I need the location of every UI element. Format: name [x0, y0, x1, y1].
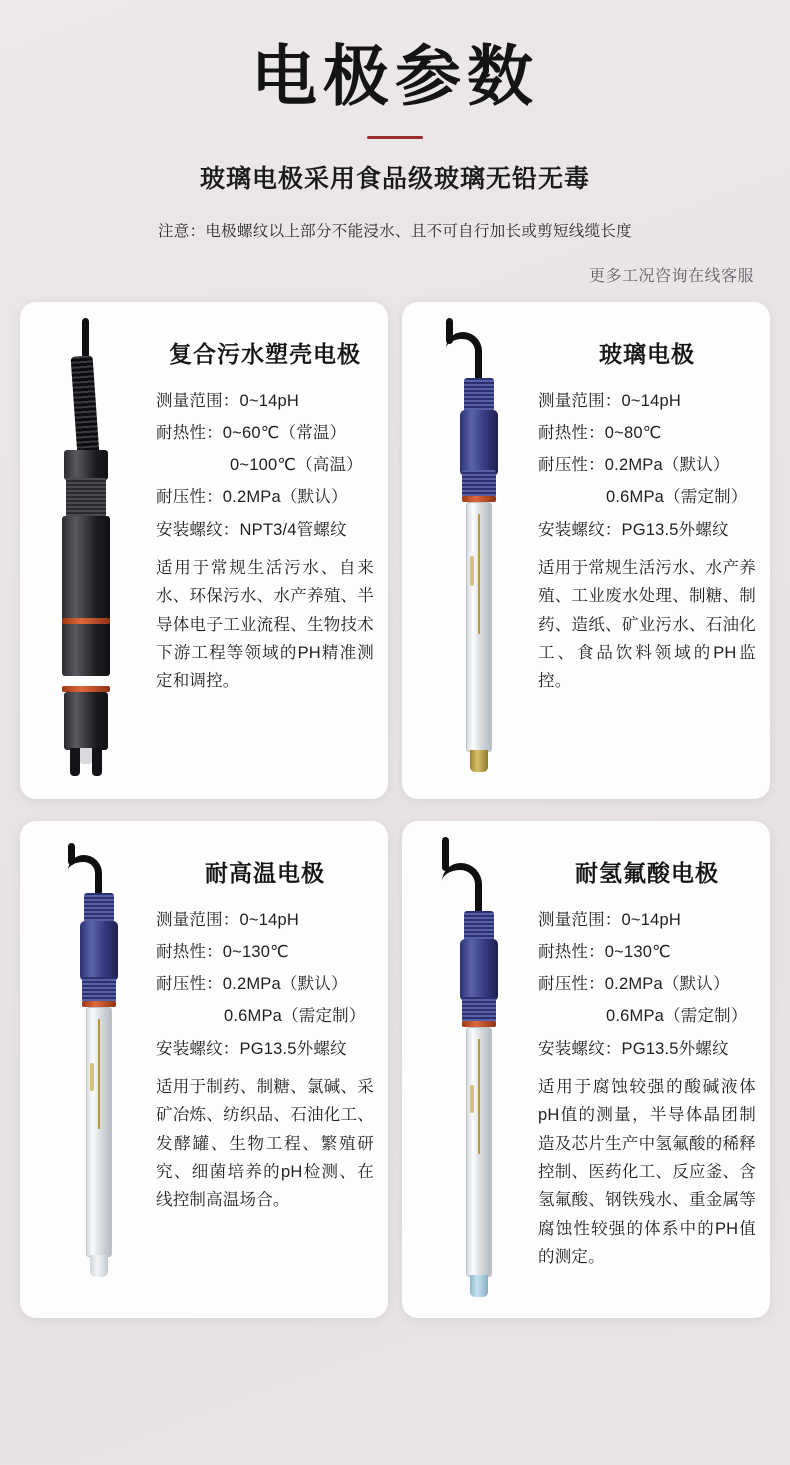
- page-title: 电极参数: [251, 39, 539, 113]
- card-body-high-temperature: [152, 837, 374, 1300]
- service-note: 更多工况咨询在线客服: [588, 267, 754, 285]
- probe-figure-glass: [416, 318, 534, 781]
- title-divider: [367, 136, 423, 139]
- card-body-composite-sewage: [152, 318, 374, 781]
- probe-illustration-hf: [416, 837, 534, 1300]
- spec-line: 耐热性：0~60℃（常温）: [156, 424, 347, 443]
- card-title: 耐高温电极: [205, 859, 325, 886]
- spec-line: 测量范围：0~14pH: [156, 910, 299, 929]
- electrode-card-grid: [0, 302, 790, 1318]
- electrode-card-hydrofluoric-acid: [402, 821, 770, 1318]
- probe-figure-composite-sewage: [34, 318, 152, 781]
- notice-text: 注意：电极螺纹以上部分不能浸水、且不可自行加长或剪短线缆长度: [157, 222, 632, 240]
- card-body-hydrofluoric-acid: [534, 837, 756, 1300]
- spec-line: 0.6MPa（需定制）: [606, 488, 748, 507]
- page-subtitle: 玻璃电极采用食品级玻璃无铅无毒: [199, 164, 590, 193]
- card-description: 适用于常规生活污水、自来水、环保污水、水产养殖、半导体电子工业流程、生物技术下游工程等领域的PH精准测定和调控。: [156, 558, 374, 691]
- card-description: 适用于制药、制糖、氯碱、采矿冶炼、纺织品、石油化工、发酵罐、生物工程、繁殖研究、细菌培养的pH检测、在线控制高温场合。: [156, 1077, 374, 1210]
- spec-line: 测量范围：0~14pH: [156, 391, 299, 410]
- spec-line: 安装螺纹：NPT3/4管螺纹: [156, 520, 347, 539]
- spec-line: 安装螺纹：PG13.5外螺纹: [538, 520, 729, 539]
- probe-figure-high-temperature: [34, 837, 152, 1300]
- card-description: 适用于常规生活污水、水产养殖、工业废水处理、制糖、制药、造纸、矿业污水、石油化工、食品饮料领域的PH监控。: [538, 558, 756, 691]
- card-title: 玻璃电极: [599, 340, 695, 367]
- electrode-card-composite-sewage: [20, 302, 388, 799]
- spec-line: 安装螺纹：PG13.5外螺纹: [538, 1039, 729, 1058]
- probe-illustration-composite: [34, 318, 152, 781]
- card-title: 耐氢氟酸电极: [575, 859, 719, 886]
- spec-line: 耐热性：0~130℃: [156, 943, 289, 962]
- spec-line: 0.6MPa（需定制）: [224, 1007, 366, 1026]
- electrode-card-high-temperature: [20, 821, 388, 1318]
- spec-line: 0~100℃（高温）: [230, 456, 363, 475]
- spec-line: 耐压性：0.2MPa（默认）: [156, 975, 348, 994]
- spec-line: 耐热性：0~80℃: [538, 424, 662, 443]
- spec-line: 测量范围：0~14pH: [538, 910, 681, 929]
- probe-illustration-high-temp: [34, 837, 152, 1300]
- probe-illustration-glass: [416, 318, 534, 781]
- card-body-glass: [534, 318, 756, 781]
- card-description: 适用于腐蚀较强的酸碱液体pH值的测量，半导体晶团制造及芯片生产中氢氟酸的稀释控制、医药化工、反应釜、含氢氟酸、钢铁残水、重金属等腐蚀性较强的体系中的PH值的测定。: [538, 1077, 756, 1267]
- spec-line: 0.6MPa（需定制）: [606, 1007, 748, 1026]
- spec-line: 安装螺纹：PG13.5外螺纹: [156, 1039, 347, 1058]
- electrode-card-glass: [402, 302, 770, 799]
- card-title: 复合污水塑壳电极: [169, 340, 361, 367]
- page-header: [0, 0, 790, 286]
- spec-line: 耐压性：0.2MPa（默认）: [156, 488, 348, 507]
- spec-line: 测量范围：0~14pH: [538, 391, 681, 410]
- spec-line: 耐热性：0~130℃: [538, 943, 671, 962]
- probe-figure-hydrofluoric-acid: [416, 837, 534, 1300]
- spec-line: 耐压性：0.2MPa（默认）: [538, 975, 730, 994]
- spec-line: 耐压性：0.2MPa（默认）: [538, 456, 730, 475]
